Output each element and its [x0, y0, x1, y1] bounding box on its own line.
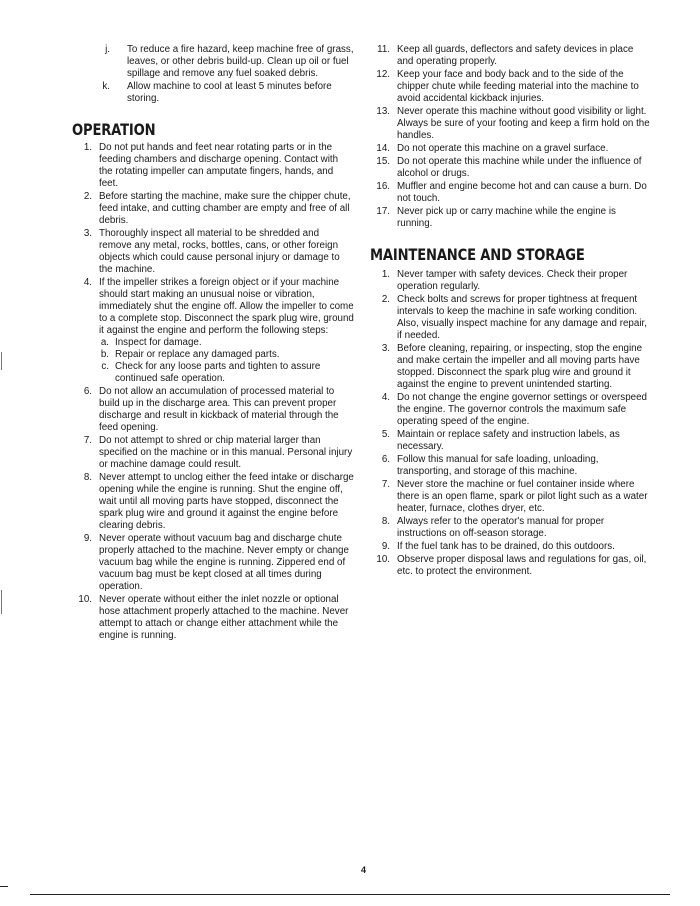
item-text: Thoroughly inspect all material to be shredded and remove any metal, rocks, bottles, cans, or other foreign objects which could cause personal injury or damage to the machine.: [99, 228, 340, 275]
sub-item-marker: a.: [100, 337, 109, 348]
item-number: 8.: [381, 516, 390, 527]
list-item: [370, 106, 652, 142]
operation-list: [72, 142, 354, 642]
item-text: Check bolts and screws for proper tightness at frequent intervals to keep the machine in safe working condition. Also, visually inspect machine for any damage and repair, if needed.: [397, 294, 647, 341]
item-number: 7.: [381, 479, 390, 490]
sub-item-text: Inspect for damage.: [115, 337, 202, 348]
sub-item-marker: b.: [100, 349, 109, 360]
item-number: 10.: [78, 594, 92, 605]
item-text: Follow this manual for safe loading, unloading, transporting, and storage of this machine.: [397, 454, 599, 477]
sub-item-marker: c.: [101, 361, 109, 372]
item-text: Never store the machine or fuel container inside where there is an open flame, spark or pilot light such as a water heater, furnace, clothes dryer, etc.: [397, 479, 648, 514]
item-text: Never tamper with safety devices. Check their proper operation regularly.: [397, 269, 628, 292]
item-text: Before cleaning, repairing, or inspecting, stop the engine and make certain the impeller and all moving parts have stopped. Disconnect the spark plug wire and ground it against the engine to prevent unintended starting.: [397, 343, 643, 390]
item-number: 2.: [381, 294, 390, 305]
item-number: 8.: [83, 472, 92, 483]
list-item: [370, 143, 652, 155]
list-item: [72, 277, 354, 385]
item-text: If the impeller strikes a foreign object or if your machine should start making an unusual noise or vibration, immediately shut the engine off. Allow the impeller to come to a complete stop. Disconnect the spark plug wire, ground it against the engine and perform the following steps:: [99, 277, 354, 336]
item-number: 6.: [83, 386, 92, 397]
item-text: If the fuel tank has to be drained, do this outdoors.: [397, 541, 615, 552]
item-number: 4.: [381, 392, 390, 403]
list-item: [370, 479, 652, 515]
item-number: 13.: [376, 106, 390, 117]
item-text: Allow machine to cool at least 5 minutes before storing.: [127, 81, 332, 104]
list-item: [370, 541, 652, 553]
item-number: 9.: [381, 541, 390, 552]
item-number: 1.: [381, 269, 390, 280]
item-number: 4.: [83, 277, 92, 288]
list-item: [72, 228, 354, 276]
item-text: Maintain or replace safety and instruction labels, as necessary.: [397, 429, 620, 452]
scan-mark: [0, 886, 8, 887]
list-item: [370, 206, 652, 230]
item-number: 2.: [83, 191, 92, 202]
list-item: [72, 435, 354, 471]
item-number: 17.: [376, 206, 390, 217]
list-item: [370, 554, 652, 578]
item-text: Never attempt to unclog either the feed intake or discharge opening while the engine is running. Shut the engine off, wait until all moving parts have stopped, disconnect the spark plug wire and ground it against the engine before clearing debris.: [99, 472, 354, 531]
item-number: 12.: [376, 69, 390, 80]
item-text: Never operate without either the inlet nozzle or optional hose attachment properly attached to the machine. Never attempt to attach or change either attachment while the engine is running.: [99, 594, 349, 641]
operation-list-continued: [370, 44, 652, 230]
list-item: [370, 343, 652, 391]
list-item: [370, 44, 652, 68]
list-item: [370, 69, 652, 105]
item-text: Keep your face and body back and to the side of the chipper chute while feeding material into the machine to avoid accidental kickback injuries.: [397, 69, 639, 104]
sub-item: [99, 361, 354, 385]
intro-list: [72, 44, 354, 105]
item-text: Keep all guards, deflectors and safety devices in place and operating properly.: [397, 44, 634, 67]
list-item: [370, 392, 652, 428]
sub-item-text: Check for any loose parts and tighten to assure continued safe operation.: [115, 361, 321, 384]
item-text: Never operate this machine without good visibility or light. Always be sure of your footing and keep a firm hold on the handles.: [397, 106, 650, 141]
item-number: 11.: [377, 44, 390, 55]
item-text: Do not change the engine governor settings or overspeed the engine. The governor controls the maximum safe operating speed of the engine.: [397, 392, 647, 427]
sub-list: [99, 337, 354, 385]
item-text: Do not attempt to shred or chip material larger than specified on the machine or in this manual. Personal injury or machine damage could result.: [99, 435, 353, 470]
item-text: Do not put hands and feet near rotating parts or in the feeding chambers and discharge opening. Contact with the rotating impeller can amputate fingers, hands, and feet.: [99, 142, 339, 189]
item-number: 16.: [376, 181, 390, 192]
list-item: [370, 516, 652, 540]
list-item: [72, 386, 354, 434]
item-text: Always refer to the operator's manual for proper instructions on off-season storage.: [397, 516, 605, 539]
operation-heading: OPERATION: [72, 120, 156, 139]
item-number: 1.: [83, 142, 92, 153]
list-item: [72, 81, 354, 105]
list-item: [72, 191, 354, 227]
item-text: Do not operate this machine on a gravel surface.: [397, 143, 609, 154]
item-number: 3.: [381, 343, 390, 354]
scan-edge-mark: [1, 590, 2, 614]
list-item: [370, 429, 652, 453]
item-number: 10.: [376, 554, 390, 565]
list-item: [370, 454, 652, 478]
item-number: 14.: [376, 143, 390, 154]
list-item: [72, 472, 354, 532]
maintenance-list: [370, 269, 652, 578]
item-text: Never pick up or carry machine while the engine is running.: [397, 206, 616, 229]
page-number: 4: [361, 865, 367, 875]
item-text: Observe proper disposal laws and regulations for gas, oil, etc. to protect the environment.: [397, 554, 647, 577]
list-item: [370, 181, 652, 205]
item-text: Muffler and engine become hot and can cause a burn. Do not touch.: [397, 181, 647, 204]
right-column: [370, 44, 652, 579]
bottom-rule: [30, 894, 670, 895]
sub-item: [99, 349, 354, 361]
scan-edge-mark: [1, 352, 2, 370]
item-text: Do not operate this machine while under the influence of alcohol or drugs.: [397, 156, 642, 179]
sub-item: [99, 337, 354, 349]
item-marker: k.: [102, 81, 110, 92]
item-number: 3.: [83, 228, 92, 239]
item-text: Never operate without vacuum bag and discharge chute properly attached to the machine. Never empty or change vacuum bag while the engine is running. Zippered end of vacuum bag must be kept closed at all times during operation.: [99, 533, 349, 592]
item-number: 15.: [376, 156, 390, 167]
list-item: [370, 269, 652, 293]
maintenance-heading: MAINTENANCE AND STORAGE: [370, 245, 585, 264]
sub-item-text: Repair or replace any damaged parts.: [115, 349, 280, 360]
item-number: 7.: [83, 435, 92, 446]
list-item: [72, 594, 354, 642]
item-number: 5.: [381, 429, 390, 440]
item-marker: j.: [105, 44, 110, 55]
left-column: [72, 44, 354, 643]
item-text: To reduce a fire hazard, keep machine free of grass, leaves, or other debris build-up. Clean up oil or fuel spillage and remove any fuel soaked debris.: [127, 44, 354, 79]
item-number: 6.: [381, 454, 390, 465]
item-text: Do not allow an accumulation of processed material to build up in the discharge area. This can prevent proper discharge and result in kickback of material through the feed opening.: [99, 386, 339, 433]
list-item: [370, 294, 652, 342]
list-item: [370, 156, 652, 180]
list-item: [72, 142, 354, 190]
item-text: Before starting the machine, make sure the chipper chute, feed intake, and cutting chamber are empty and free of all debris.: [99, 191, 351, 226]
list-item: [72, 533, 354, 593]
list-item: [72, 44, 354, 80]
item-number: 9.: [83, 533, 92, 544]
